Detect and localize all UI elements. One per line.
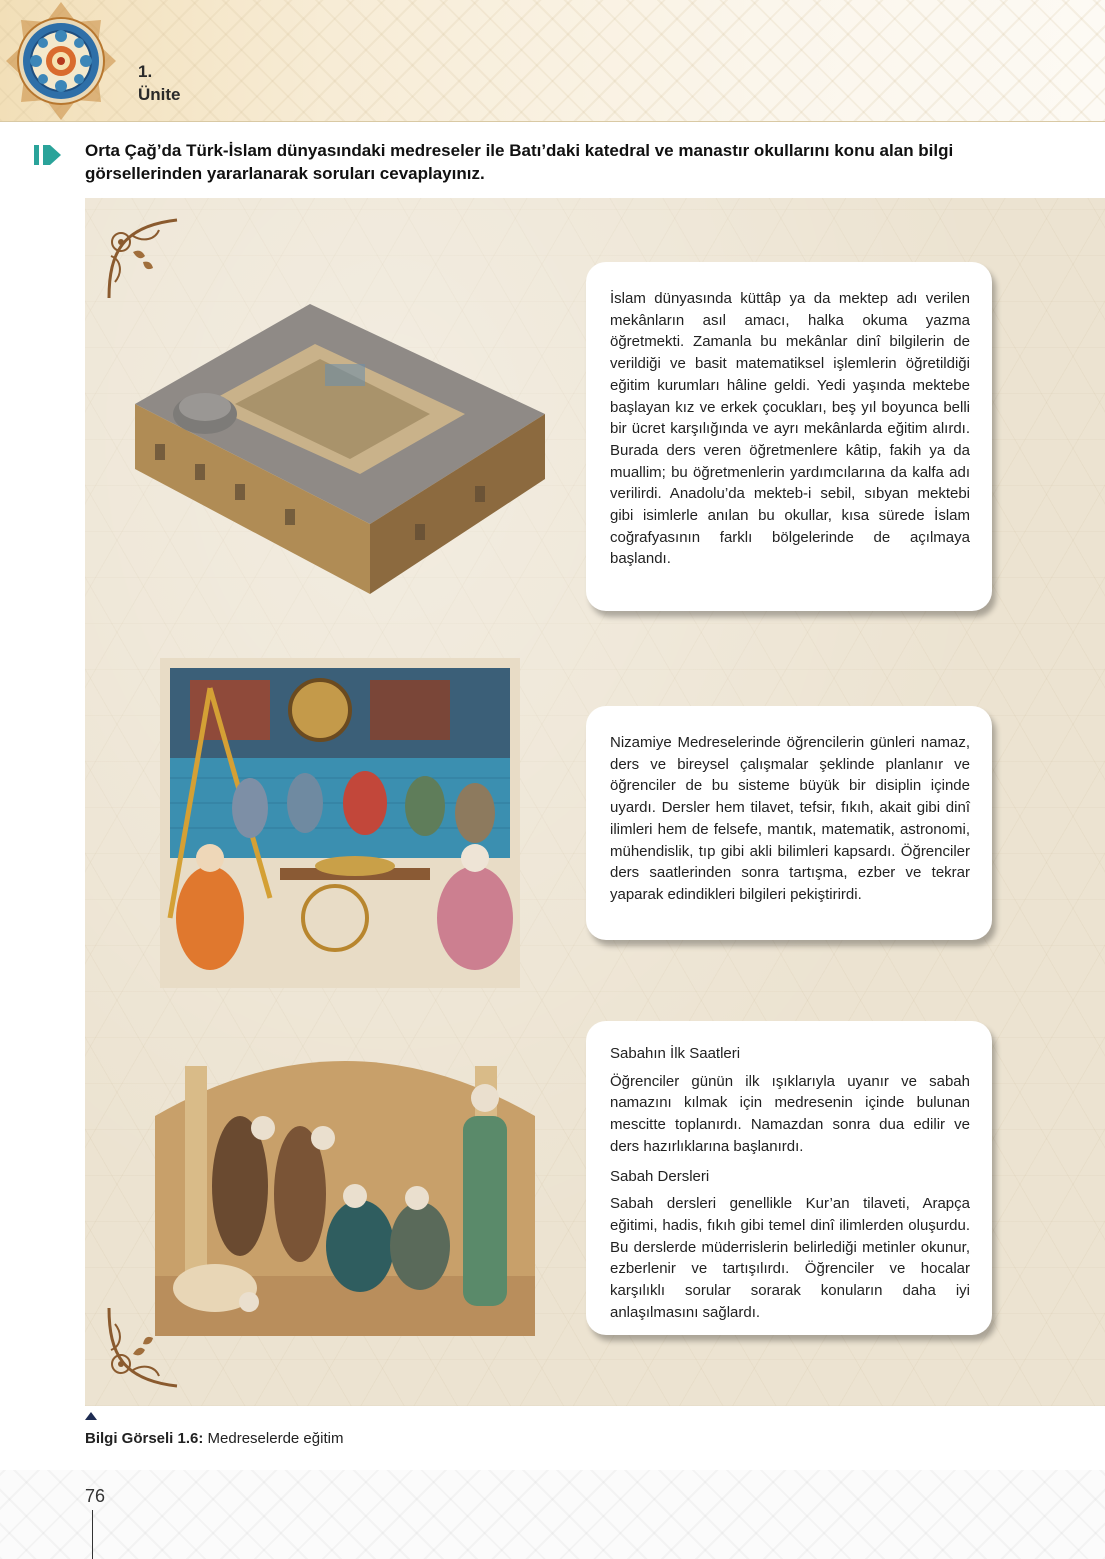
corner-ornament-icon bbox=[103, 1304, 183, 1394]
header-band bbox=[0, 0, 1105, 122]
unit-number: 1. bbox=[138, 62, 153, 81]
instruction-text: Orta Çağ’da Türk-İslam dünyasındaki medreseler ile Batı’daki katedral ve manastır okullarını konu alan bilgi görsellerinden yararlanarak soruları cevaplayınız. bbox=[85, 141, 954, 183]
madrasa-building-illustration bbox=[125, 264, 555, 594]
ornamental-rosette-icon bbox=[6, 2, 116, 120]
info-card-nizamiye bbox=[586, 706, 992, 940]
info-card-nizamiye-text: Nizamiye Medreselerinde öğrencilerin günleri namaz, ders ve bireysel çalışmalar şeklinde planlanır ve öğrenciler de bu sisteme büyük bir disiplin içinde uyardı. Dersler hem tilavet, tefsir, fıkıh, akait gibi dinî ilimleri hem de felsefe, mantık, matematik, astronomi, mühendislik, tıp gibi akli bilimleri kapsardı. Öğrenciler ders saatlerinden sonra tartışma, ezber ve tekrar yaparak edindikleri bilgileri pekiştirirdi. bbox=[610, 734, 970, 903]
scholars-study-illustration bbox=[130, 618, 550, 1008]
figure-caption bbox=[85, 1430, 343, 1447]
info-card-mektep-text: İslam dünyasında küttâp ya da mektep adı verilen mekânların asıl amacı, halka okuma yazma öğretmekti. Zamanla bu mekânlar dinî bilgilerin de verildiği ve basit matematiksel işlemlerin öğretildiği eğitim kurumları hâline geldi. Yedi yaşında mektebe başlayan kız ve erkek çocukları, beş yıl boyunca belli bir ücret karşılığında ve ayrı mekânlarda eğitim alırdı. Burada ders veren öğretmenlere kâtip, fakih ya da muallim; bu öğretmenlerin yardımcılarına da kalfa adı verilirdi. Anadolu’da mekteb-i sebil, sıbyan mektebi gibi isimlerle anılan bu okullar, kısa sürede İslam coğrafyasının farklı bölgelerinde de açılmaya başlandı. bbox=[610, 290, 970, 568]
page-number: 76 bbox=[85, 1486, 106, 1506]
activity-arrow-icon bbox=[34, 143, 64, 167]
heading-morning-lessons: Sabah Dersleri bbox=[610, 1167, 710, 1185]
footer-band bbox=[0, 1470, 1105, 1559]
text-morning-hours: Öğrenciler günün ilk ışıklarıyla uyanır ve sabah namazını kılmak için medresenin içinde bulunan mescitte toplanırdı. Namazdan sonra dua edilir ve ders hazırlıklarına başlanırdı. bbox=[610, 1072, 970, 1155]
caption-text: Medreselerde eğitim bbox=[203, 1430, 344, 1447]
caption-triangle-icon bbox=[85, 1412, 97, 1420]
text-morning-lessons: Sabah dersleri genellikle Kur’an tilaveti, Arapça eğitimi, hadis, fıkıh gibi temel dinî ilimlerden oluşurdu. Bu derslerde müderrislerin belirlediği metinler okunur, ezberlenir ve tartışılırdı. Öğrenciler ve hocalar karşılıklı sorular sorarak konuların daha iyi anlaşılmasını sağlardı. bbox=[610, 1195, 970, 1321]
morning-prayer-illustration bbox=[145, 1026, 545, 1336]
page-number-rule bbox=[92, 1510, 93, 1559]
info-visual-panel bbox=[85, 198, 1105, 1406]
info-card-mektep bbox=[586, 262, 992, 611]
unit-name: Ünite bbox=[138, 85, 181, 104]
heading-morning-hours: Sabahın İlk Saatleri bbox=[610, 1045, 741, 1062]
caption-label: Bilgi Görseli 1.6: bbox=[85, 1430, 204, 1447]
info-card-daily-schedule bbox=[586, 1021, 992, 1335]
